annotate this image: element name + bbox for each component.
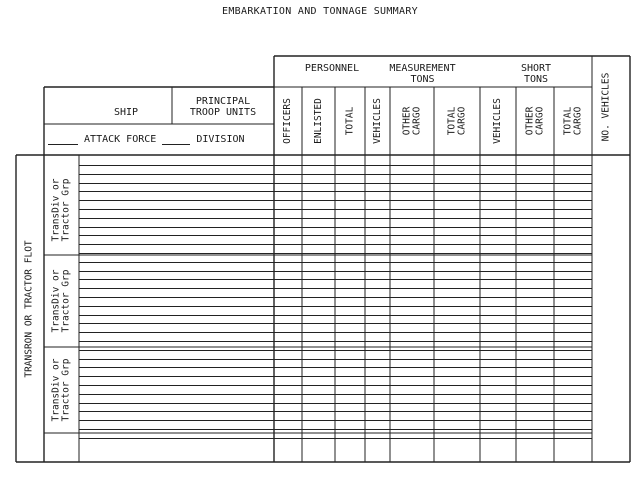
personnel-header: PERSONNEL [304, 63, 360, 74]
document-title: EMBARKATION AND TONNAGE SUMMARY [222, 6, 418, 17]
col-no-vehicles: NO. VEHICLES [600, 72, 612, 141]
col-mt-total-cargo: TOTAL CARGO [445, 106, 467, 136]
principal-troop-units-header: PRINCIPAL TROOP UNITS [189, 96, 257, 118]
transdiv-group-label-2: TransDiv or Tractor Grp [50, 269, 72, 333]
transdiv-group-label-1: TransDiv or Tractor Grp [50, 178, 72, 242]
col-mt-other-cargo: OTHER CARGO [400, 106, 422, 136]
transdiv-group-label-3: TransDiv or Tractor Grp [50, 358, 72, 422]
col-st-vehicles: VEHICLES [492, 98, 504, 144]
attack-force-line [48, 134, 245, 145]
transron-flot-label: TRANSRON OR TRACTOR FLOT [24, 239, 35, 378]
division-label: DIVISION [196, 134, 245, 145]
ship-header: SHIP [113, 107, 139, 118]
short-tons-header: SHORT TONS [520, 63, 552, 85]
col-officers: OFFICERS [282, 98, 294, 144]
col-mt-vehicles: VEHICLES [371, 98, 383, 144]
attack-force-label: ATTACK FORCE [84, 134, 157, 145]
measurement-tons-header: MEASUREMENT TONS [389, 63, 456, 85]
col-st-total-cargo: TOTAL CARGO [561, 106, 583, 136]
col-enlisted: ENLISTED [312, 98, 324, 144]
col-total: TOTAL [343, 106, 355, 136]
col-st-other-cargo: OTHER CARGO [523, 106, 545, 136]
